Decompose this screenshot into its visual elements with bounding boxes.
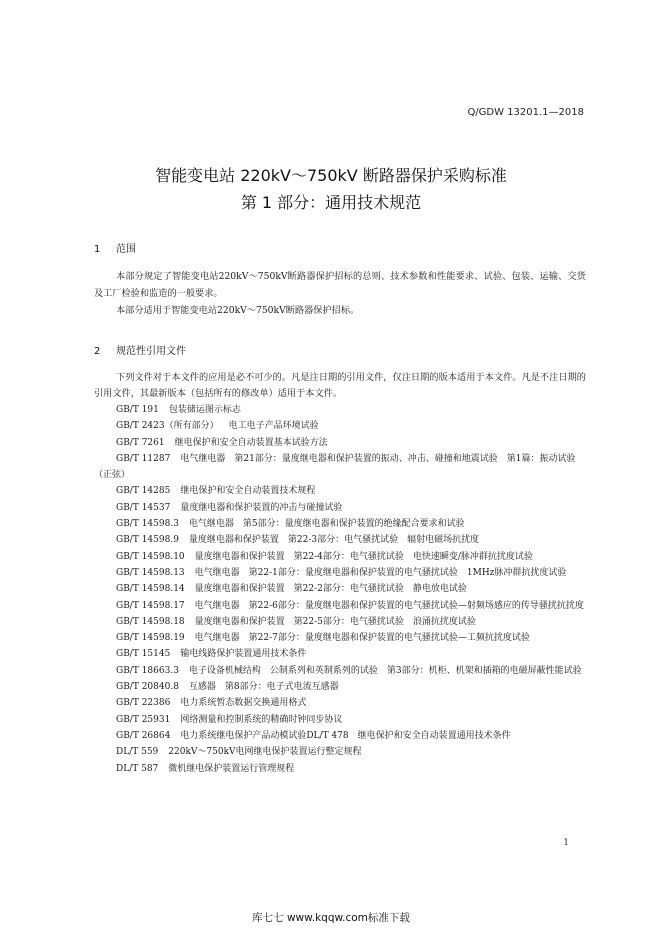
reference-code: GB/T 15145 bbox=[116, 649, 171, 660]
reference-item bbox=[94, 500, 588, 516]
reference-item bbox=[94, 744, 588, 760]
standard-code: Q/GDW 13201.1—2018 bbox=[467, 107, 584, 118]
reference-code: GB/T 25931 bbox=[116, 714, 171, 725]
paragraph: 下列文件对于本文件的应用是必不可少的。凡是注日期的引用文件，仅注日期的版本适用于本文件。凡是不注日期的引用文件，其最新版本（包括所有的修改单）适用于本文件。 bbox=[94, 372, 586, 399]
reference-code: DL/T 587 bbox=[116, 763, 159, 774]
section-heading-normative-references bbox=[94, 342, 186, 357]
reference-code: GB/T 191 bbox=[116, 405, 159, 415]
reference-title: 继电保护和安全自动装置技术规程 bbox=[180, 486, 316, 497]
reference-title: 电气继电器 第22-7部分：量度继电器和保护装置的电气骚扰试验—工频抗扰度试验 bbox=[194, 633, 530, 644]
reference-title: 量度继电器和保护装置 第22-2部分：电气骚扰试验 静电放电试验 bbox=[194, 584, 467, 595]
reference-item bbox=[94, 712, 588, 728]
reference-item bbox=[94, 451, 588, 484]
reference-item bbox=[94, 565, 588, 581]
reference-code: GB/T 18663.3 bbox=[116, 665, 179, 676]
reference-item bbox=[94, 695, 588, 711]
reference-code: GB/T 14598.10 bbox=[116, 551, 185, 562]
reference-code: GB/T 14598.18 bbox=[116, 616, 185, 627]
reference-list bbox=[94, 402, 588, 777]
reference-code: GB/T 14598.9 bbox=[116, 535, 179, 546]
reference-title: 互感器 第8部分：电子式电流互感器 bbox=[188, 682, 339, 693]
reference-item bbox=[94, 679, 588, 695]
reference-code: GB/T 14598.17 bbox=[116, 600, 185, 611]
references-intro bbox=[94, 370, 586, 401]
reference-title: 网络测量和控制系统的精确时钟同步协议 bbox=[180, 714, 343, 725]
reference-title: 量度继电器和保护装置 第22-3部分：电气骚扰试验 辐射电磁场抗扰度 bbox=[188, 535, 480, 546]
reference-code: GB/T 22386 bbox=[116, 698, 171, 709]
section-number: 2 bbox=[94, 346, 101, 357]
reference-item bbox=[94, 402, 588, 418]
reference-code: GB/T 14598.13 bbox=[116, 567, 185, 578]
reference-title: 电气继电器 第22-6部分：量度继电器和保护装置的电气骚扰试验—射频场感应的传导骚扰抗扰度 bbox=[194, 600, 584, 611]
reference-item bbox=[94, 418, 588, 434]
reference-item bbox=[94, 516, 588, 532]
reference-item bbox=[94, 581, 588, 597]
reference-item bbox=[94, 598, 588, 614]
reference-title: 电气继电器 第22-1部分：量度继电器和保护装置的电气骚扰试验 1MHz脉冲群抗扰度试验 bbox=[194, 567, 567, 578]
reference-item bbox=[94, 435, 588, 451]
reference-item bbox=[94, 483, 588, 499]
page-number: 1 bbox=[563, 838, 569, 848]
reference-item bbox=[94, 761, 588, 777]
section-number: 1 bbox=[94, 244, 101, 255]
reference-title: 电工电子产品环境试验 bbox=[228, 421, 319, 432]
footer-watermark: 库七七 www.kqqw.com标准下载 bbox=[252, 912, 410, 924]
section-heading-scope bbox=[94, 240, 136, 255]
reference-code: GB/T 14598.14 bbox=[116, 584, 185, 595]
document-subtitle: 第 1 部分：通用技术规范 bbox=[240, 193, 422, 212]
reference-title: 电力系统继电保护产品动模试验DL/T 478 继电保护和安全自动装置通用技术条件 bbox=[180, 730, 511, 741]
reference-title: 电子设备机械结构 公制系列和英制系列的试验 第3部分：机柜、机架和插箱的电磁屏蔽性能试验 bbox=[188, 665, 582, 676]
reference-title: 量度继电器和保护装置 第22-5部分：电气骚扰试验 浪涌抗扰度试验 bbox=[194, 616, 476, 627]
reference-item bbox=[94, 630, 588, 646]
reference-item bbox=[94, 549, 588, 565]
reference-code: GB/T 26864 bbox=[116, 730, 171, 741]
reference-code: GB/T 20840.8 bbox=[116, 682, 179, 693]
section-title: 规范性引用文件 bbox=[116, 346, 186, 357]
reference-item bbox=[94, 532, 588, 548]
reference-code: GB/T 14598.19 bbox=[116, 633, 185, 644]
reference-item bbox=[94, 728, 588, 744]
reference-item bbox=[94, 663, 588, 679]
reference-title: 电气继电器 第5部分：量度继电器和保护装置的绝缘配合要求和试验 bbox=[188, 519, 465, 530]
paragraph: 本部分规定了智能变电站220kV～750kV断路器保护招标的总则、技术参数和性能要求、试验、包装、运输、交货及工厂检验和监造的一般要求。 bbox=[94, 271, 586, 299]
paragraph: 本部分适用于智能变电站220kV～750kV断路器保护招标。 bbox=[116, 305, 360, 316]
reference-title: 电力系统暂态数据交换通用格式 bbox=[180, 698, 307, 709]
reference-title: 输电线路保护装置通用技术条件 bbox=[180, 649, 307, 660]
section-title: 范围 bbox=[116, 244, 136, 255]
reference-code: GB/T 14285 bbox=[116, 486, 171, 497]
document-title: 智能变电站 220kV～750kV 断路器保护采购标准 bbox=[155, 166, 507, 185]
reference-title: 微机继电保护装置运行管理规程 bbox=[168, 763, 295, 774]
reference-code: GB/T 14537 bbox=[116, 502, 171, 513]
reference-title: 包装储运图示标志 bbox=[168, 405, 241, 415]
scope-body bbox=[94, 268, 586, 319]
reference-title: 量度继电器和保护装置 第22-4部分：电气骚扰试验 电快速瞬变/脉冲群抗扰度试验 bbox=[194, 551, 533, 562]
reference-title: 电气继电器 第21部分：量度继电器和保护装置的振动、冲击、碰撞和地震试验 第1篇：振动试验（正弦） bbox=[94, 453, 576, 481]
reference-item bbox=[94, 614, 588, 630]
reference-title: 量度继电器和保护装置的冲击与碰撞试验 bbox=[180, 502, 343, 513]
reference-code: GB/T 7261 bbox=[116, 437, 165, 448]
reference-code: GB/T 11287 bbox=[116, 453, 171, 464]
reference-code: GB/T 14598.3 bbox=[116, 519, 179, 530]
reference-code: GB/T 2423（所有部分） bbox=[116, 421, 219, 432]
reference-title: 220kV～750kV电网继电保护装置运行整定规程 bbox=[168, 747, 362, 758]
reference-title: 继电保护和安全自动装置基本试验方法 bbox=[174, 437, 328, 448]
reference-item bbox=[94, 646, 588, 662]
reference-code: DL/T 559 bbox=[116, 747, 159, 758]
